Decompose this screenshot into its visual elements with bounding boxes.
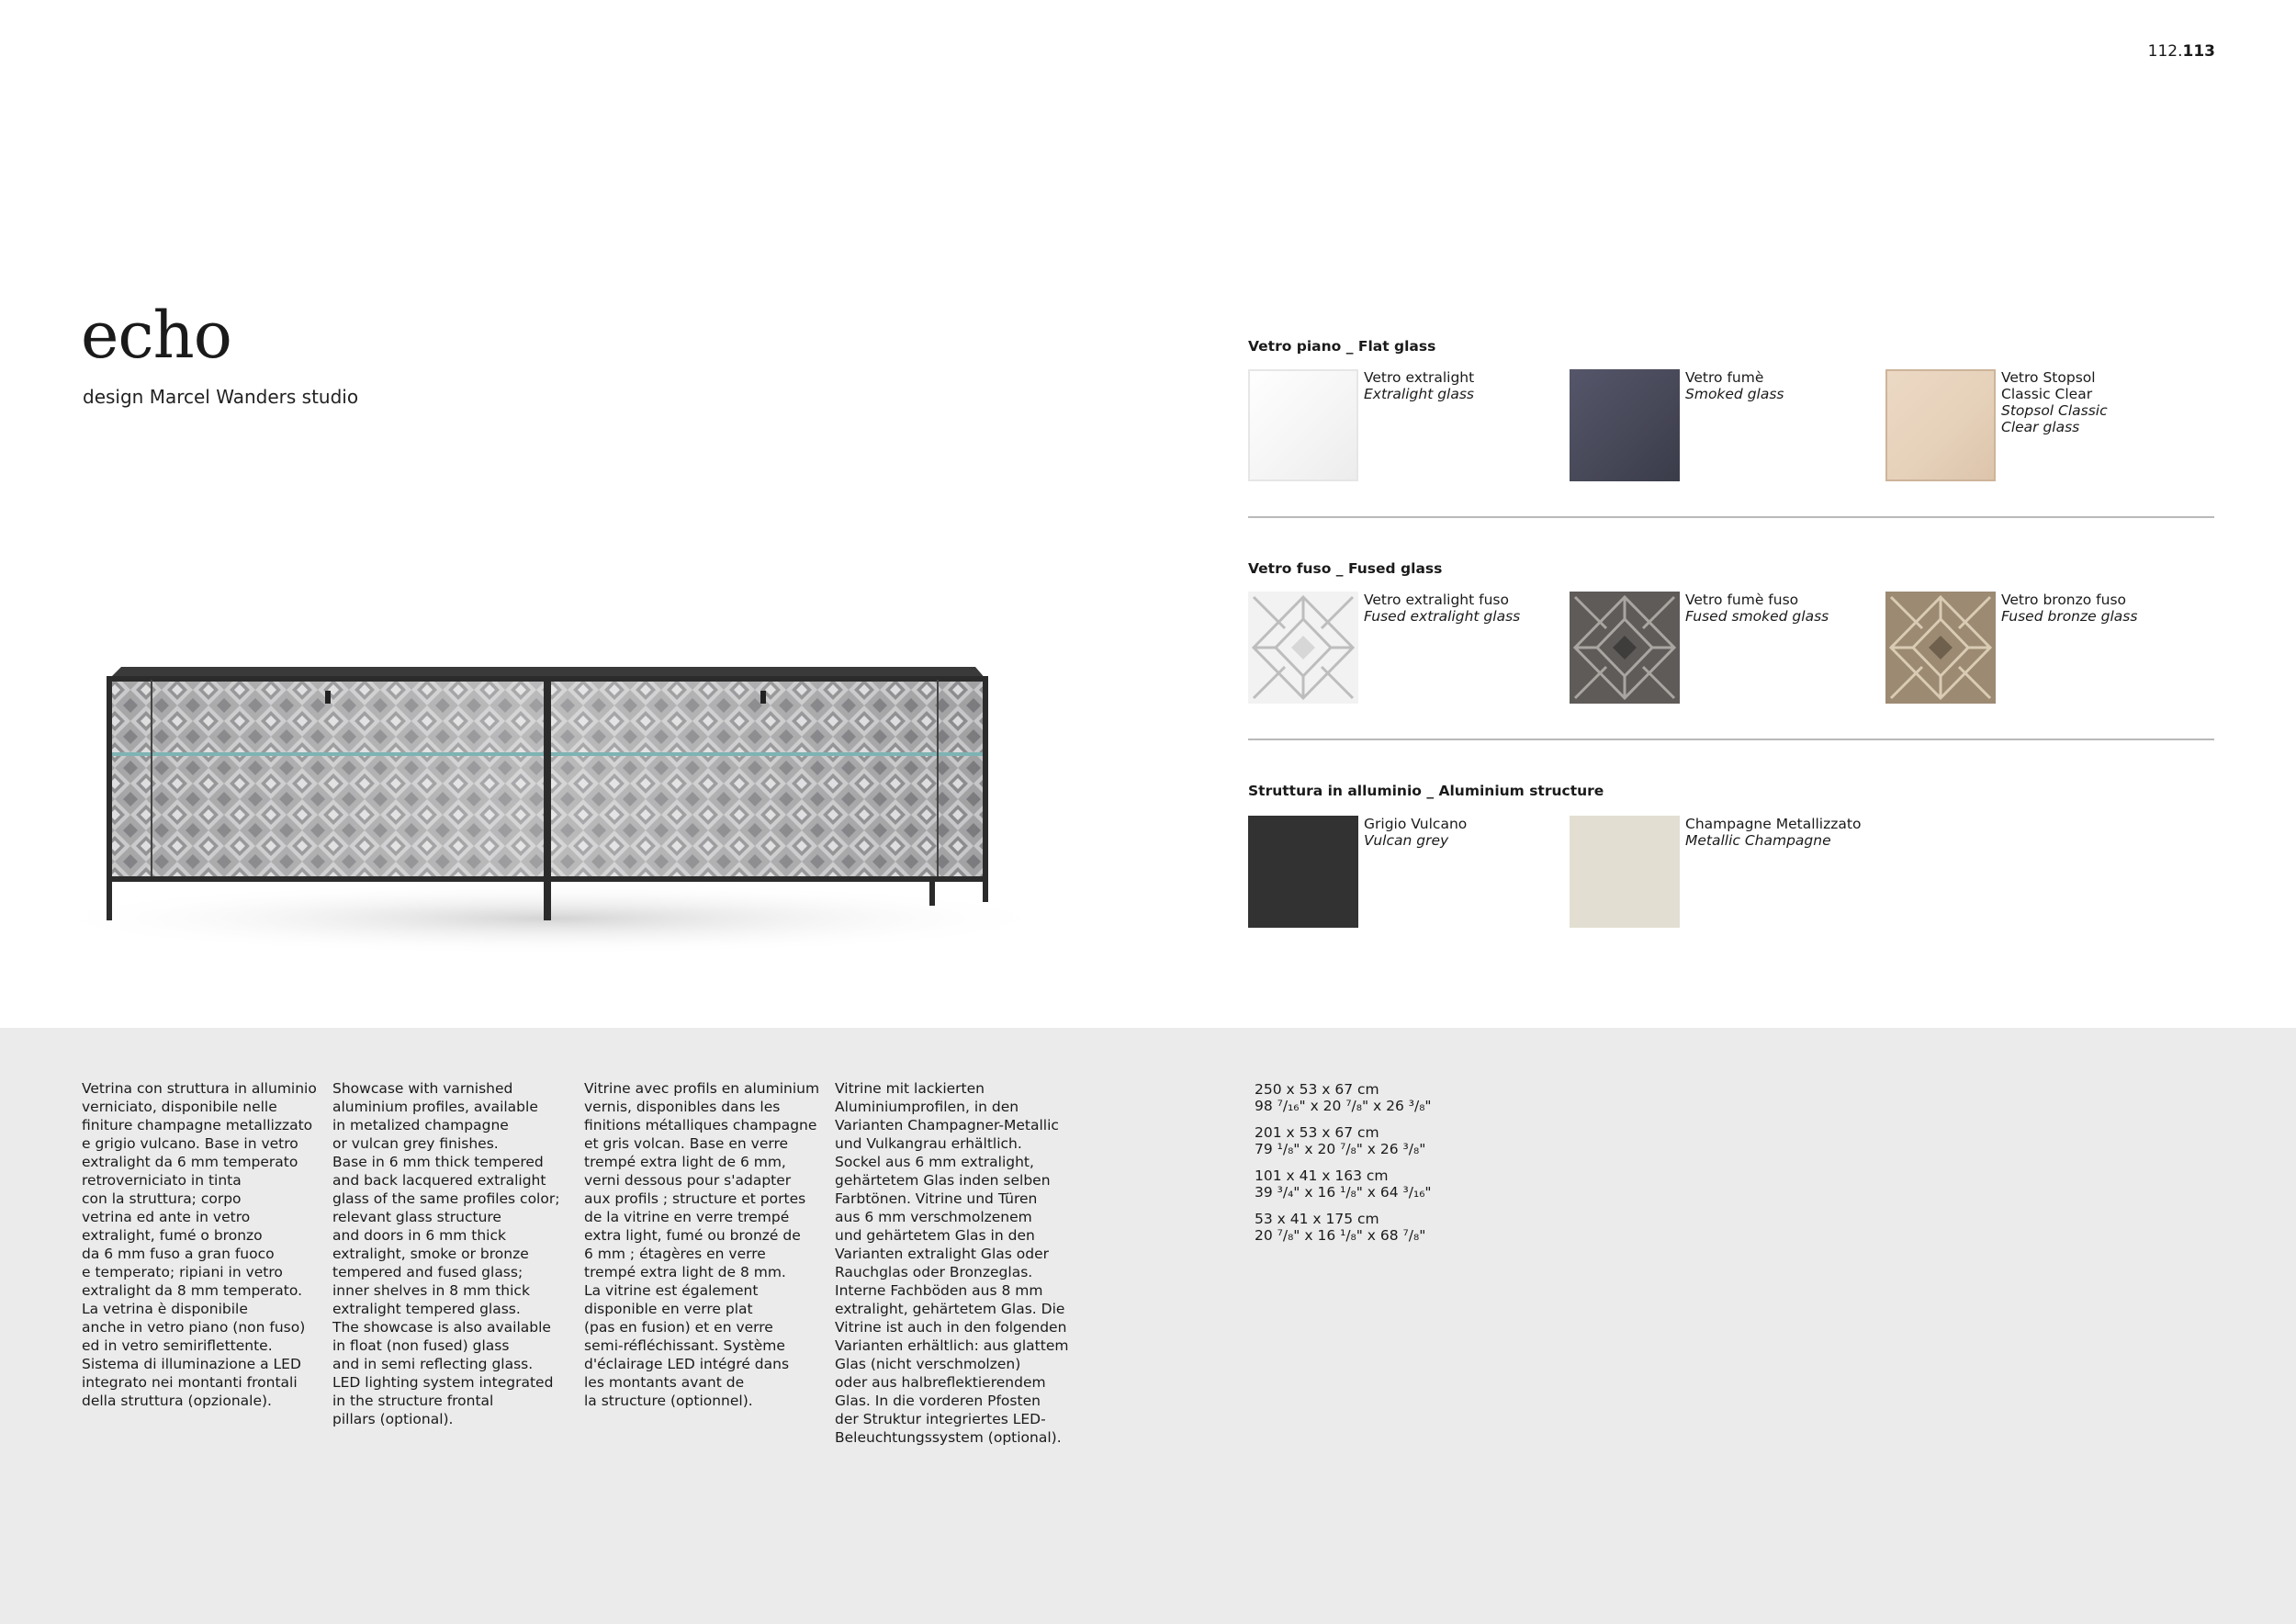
swatch-item-metallic-champagne [1570,816,1861,928]
swatch-name-en: Fused bronze glass [2001,608,2138,625]
swatch-item-stopsol [1885,369,2121,481]
swatch-name-it: Grigio Vulcano [1364,816,1468,832]
swatch-item-vulcan-grey [1248,816,1467,928]
swatch-name-it: Vetro extralight [1364,369,1475,386]
dimension-metric: 101 x 41 x 163 cm [1255,1167,1389,1184]
dimension-item [1255,1124,1432,1157]
section-fused-glass [1248,560,2214,705]
section-flat-glass [1248,338,2214,483]
page-number-current: 113 [2182,42,2215,61]
swatch-extralight-fused [1248,592,1358,704]
dimension-imperial: 20 ⁷/₈" x 16 ¹/₈" x 68 ⁷/₈" [1255,1227,1426,1244]
dimension-item [1255,1081,1432,1114]
dimension-metric: 53 x 41 x 175 cm [1255,1211,1379,1227]
dimension-imperial: 98 ⁷/₁₆" x 20 ⁷/₈" x 26 ³/₈" [1255,1098,1432,1114]
dimension-metric: 250 x 53 x 67 cm [1255,1081,1379,1098]
dimension-metric: 201 x 53 x 67 cm [1255,1124,1379,1141]
swatch-name-en: Vulcan grey [1364,832,1449,849]
swatch-extralight-flat [1248,369,1358,481]
section-title: Vetro piano _ Flat glass [1248,338,1436,355]
swatch-name-it: Vetro fumè fuso [1685,592,1799,608]
dimension-imperial: 79 ¹/₈" x 20 ⁷/₈" x 26 ³/₈" [1255,1141,1426,1157]
materials-panel [1248,338,2214,930]
description-german: Vitrine mit lackierten Aluminiumprofilen, in den Varianten Champagner-Metallic und Vulkangrau erhältlich. Sockel aus 6 mm extralight, gehärtetem Glas inden selben Farbtönen. Vitrine und Türen aus 6 mm verschmolzenem und gehärtetem Glas in den Varianten extralight Glas oder Rauchglas oder Bronzeglas. Interne Fachböden aus 8 mm extralight, gehärtetem Glas. Die Vitrine ist auch in den folgenden Varianten erhältlich: aus glattem Glas (nicht verschmolzen) oder aus halbreflektierendem Glas. In die vorderen Pfosten der Struktur integriertes LED- Beleuchtungssystem (optional). [835,1080,1069,1446]
product-title: echo [81,298,231,373]
swatch-name-it: Champagne Metallizzato [1685,816,1862,832]
swatch-row [1248,369,2214,483]
swatch-vulcan-grey [1248,816,1358,928]
dimension-item [1255,1211,1432,1244]
swatch-name-en: Metallic Champagne [1685,832,1831,849]
swatch-name-it: Vetro Stopsol Classic Clear [2001,369,2096,402]
product-designer: design Marcel Wanders studio [83,386,359,408]
swatch-item-smoked-fused [1570,592,1829,704]
section-aluminium-structure [1248,783,2214,930]
swatch-name-en: Fused extralight glass [1364,608,1521,625]
dimension-item [1255,1167,1432,1201]
page-number [2148,42,2215,61]
swatch-name-it: Vetro bronzo fuso [2001,592,2127,608]
description-english: Showcase with varnished aluminium profiles, available in metalized champagne or vulcan grey finishes. Base in 6 mm thick tempered and back lacquered extralight glass of the same profiles color; relevant glass structure and doors in 6 mm thick extralight, smoke or bronze tempered and fused glass; inner shelves in 8 mm thick extralight tempered glass. The showcase is also available in float (non fused) glass and in semi reflecting glass. LED lighting system integrated in the structure frontal pillars (optional). [332,1080,560,1427]
swatch-row [1248,816,2214,930]
section-title: Struttura in alluminio _ Aluminium structure [1248,783,1604,799]
dimension-imperial: 39 ³/₄" x 16 ¹/₈" x 64 ³/₁₆" [1255,1184,1432,1201]
swatch-stopsol-flat [1885,369,1996,481]
swatch-item-bronze-fused [1885,592,2137,704]
swatch-item-smoked [1570,369,1784,481]
divider [1248,516,2214,518]
product-image-showcase [37,643,1065,955]
swatch-item-extralight [1248,369,1474,481]
swatch-bronze-fused [1885,592,1996,704]
swatch-item-extralight-fused [1248,592,1520,704]
swatch-name-en: Extralight glass [1364,386,1474,402]
description-italian: Vetrina con struttura in alluminio verniciato, disponibile nelle finiture champagne metallizzato e grigio vulcano. Base in vetro extralight da 6 mm temperato retroverniciato in tinta con la struttura; corpo vetrina ed ante in vetro extralight, fumé o bronzo da 6 mm fuso a gran fuoco e temperato; ripiani in vetro extralight da 8 mm temperato. La vetrina è disponibile anche in vetro piano (non fuso) ed in vetro semiriflettente. Sistema di illuminazione a LED integrato nei montanti frontali della struttura (opzionale). [82,1080,317,1409]
swatch-metallic-champagne [1570,816,1680,928]
section-title: Vetro fuso _ Fused glass [1248,560,1443,577]
swatch-name-en: Fused smoked glass [1685,608,1829,625]
dimensions-list [1255,1081,1432,1254]
page-number-prefix: 112. [2147,42,2183,61]
swatch-name-en: Stopsol Classic Clear glass [2001,402,2108,435]
swatch-smoked-fused [1570,592,1680,704]
swatch-smoked-flat [1570,369,1680,481]
description-french: Vitrine avec profils en aluminium vernis, disponibles dans les finitions métalliques champagne et gris volcan. Base en verre trempé extra light de 6 mm, verni dessous pour s'adapter aux profils ; structure et portes de la vitrine en verre trempé extra light, fumé ou bronzé de 6 mm ; étagères en verre trempé extra light de 8 mm. La vitrine est également disponible en verre plat (pas en fusion) et en verre semi-réfléchissant. Système d'éclairage LED intégré dans les montants avant de la structure (optionnel). [584,1080,820,1409]
swatch-row [1248,592,2214,705]
swatch-name-it: Vetro fumè [1685,369,1764,386]
divider [1248,739,2214,740]
swatch-name-en: Smoked glass [1685,386,1784,402]
swatch-name-it: Vetro extralight fuso [1364,592,1509,608]
